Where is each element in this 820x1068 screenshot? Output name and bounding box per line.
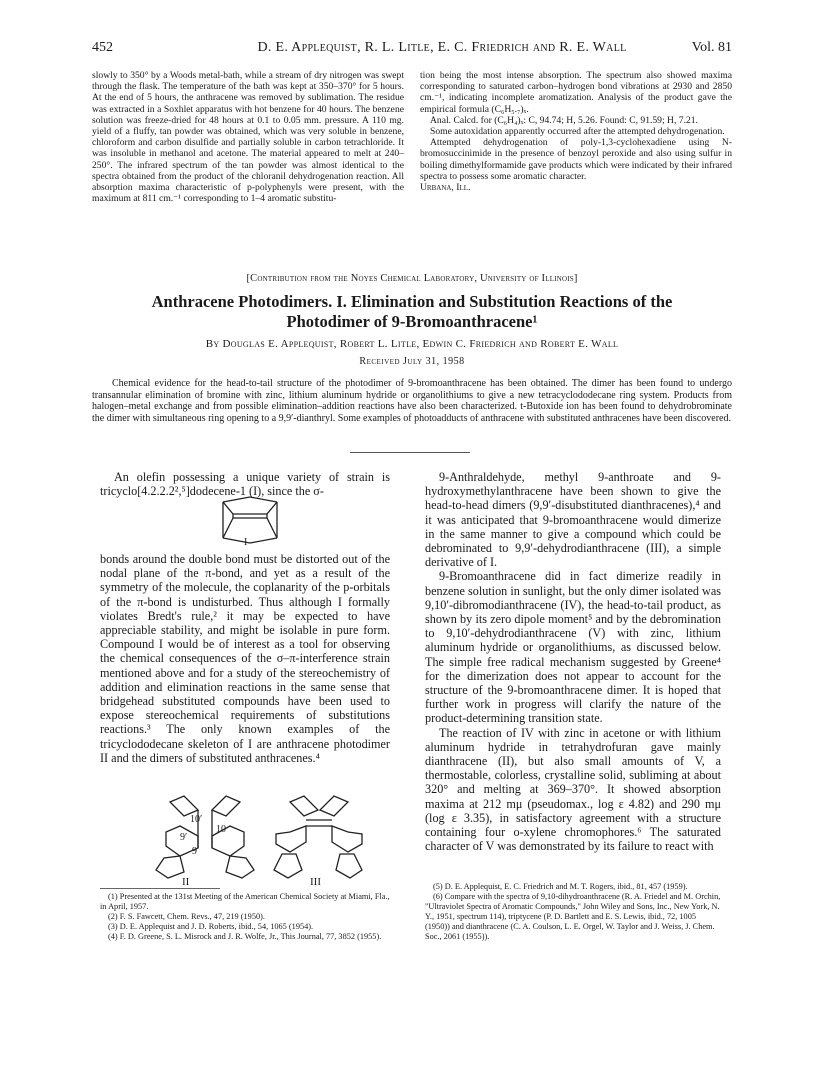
benzene-ring <box>274 854 302 878</box>
footnote: (3) D. E. Applequist and J. D. Roberts, ibid., 54, 1065 (1954). <box>108 922 314 931</box>
bond <box>223 538 277 543</box>
compound-label-II: II <box>182 876 190 888</box>
structure-II <box>156 796 254 878</box>
footnote: (1) Presented at the 131st Meeting of the American Chemical Society at Miami, Fla., in April, 1957. <box>100 892 390 911</box>
benzene-ring <box>226 856 254 878</box>
prev-article-text: Attempted dehydrogenation of poly-1,3-cyclohexadiene using N-bromosuccinimide in the presence of benzoyl peroxide and also using sulfur in boiling dimethylformamide gave products which were indicated by their infrared spectra to possess some aromatic character. <box>420 137 732 182</box>
footnotes-right <box>425 882 721 942</box>
atom-label: 10 <box>216 824 226 835</box>
benzene-ring <box>212 796 240 816</box>
footnote: (4) F. D. Greene, S. L. Misrock and J. R. Wolfe, Jr., This Journal, 77, 3852 (1955). <box>108 932 382 941</box>
volume-label: Vol. 81 <box>691 40 732 55</box>
atom-label: 10′ <box>190 814 203 825</box>
benzene-ring <box>290 796 318 816</box>
title-line: Anthracene Photodimers. I. Elimination and Substitution Reactions of the <box>151 292 673 311</box>
analysis-text: Anal. Calcd. for (C₆H₄)ₓ: C, 94.74; H, 5.26. Found: C, 91.59; H, 7.21. <box>430 114 698 126</box>
prev-article-left-column <box>92 70 404 204</box>
prev-article-right-column <box>420 70 732 193</box>
abstract-text: Chemical evidence for the head-to-tail structure of the photodimer of 9-bromoanthracene has been obtained. The dimer has been found to undergo transannular elimination of bromine with zinc, lithium aluminum hydride or organolithiums to give a new tetracyclododecane ring system. Products from halogen–metal exchange and from possible elimination–addition reactions have also been characterized. t-Butoxide ion has been found to dehydrobrominate the dimer with simultaneous ring opening to a 9,9′-dianthryl. Some examples of photoadducts of anthracene with substituted anthracenes have been discovered. <box>92 378 732 424</box>
body-paragraph: 9-Bromoanthracene did in fact dimerize readily in benzene solution in sunlight, but the only dimer isolated was 9,10′-dibromodianthracene (IV), the head-to-tail product, as shown by its zero dipole moment⁵ and by the debromination to 9,10′-dehydrodianthracene (V) with zinc, lithium aluminum hydride or organolithiums, as discussed below. The simple free radical mechanism suggested by Greene⁴ for the dimerization does not appear to account for the structure of the 9-bromoanthracene dimer. It is hoped that further work in progress will clarify the nature of the product-determining transition state. <box>425 569 721 726</box>
location-label: Urbana, Ill. <box>420 182 471 194</box>
page-number: 452 <box>92 40 113 55</box>
benzene-ring <box>320 796 348 816</box>
contribution-line: [Contribution from the Noyes Chemical Laboratory, University of Illinois] <box>246 273 578 284</box>
structures-II-III-diagram <box>140 792 380 884</box>
divider <box>350 452 470 453</box>
compound-label-III: III <box>310 876 321 888</box>
benzene-ring <box>276 826 306 852</box>
compound-label-I: I <box>244 537 248 548</box>
title-line: Photodimer of 9-Bromoanthracene¹ <box>286 312 538 331</box>
footnote-rule <box>100 888 220 889</box>
benzene-ring <box>156 856 184 878</box>
body-paragraph: bonds around the double bond must be distorted out of the nodal plane of the π-bond, and yet as a result of the symmetry of the molecule, the coplanarity of the p-orbitals of the π-bond is undisturbed. Thus although I formally violates Bredt's rule,² it may be expected to have appreciable stability, and might be isolable in pure form. Compound I would be of interest as a tool for observing the chemical consequences of the σ–π-interference strain mentioned above and for a study of the stereochemistry of addition and elimination reactions in the same sense that bridgehead substituted compounds have been used to expose stereochemical requirements of substitutions reactions.³ The only known examples of the tricyclododecane skeleton of I are anthracene photodimer II and the dimers of substituted anthracenes.⁴ <box>100 552 390 765</box>
body-paragraph: An olefin possessing a unique variety of strain is tricyclo[4.2.2.2²,⁵]dodecene-1 (I), since the σ- <box>100 470 390 499</box>
body-paragraph: 9-Anthraldehyde, methyl 9-anthroate and 9-hydroxymethylanthracene have been shown to give the head-to-head dimers (9,9′-disubstituted dianthracenes),⁴ and it was anticipated that 9-bromoanthracene would dimerize in the same manner to give a compound which could be debrominated to 9,9′-dehydrodianthracene (III), a simple derivative of I. <box>425 470 721 570</box>
structure-I-diagram <box>205 494 295 546</box>
received-date: Received July 31, 1958 <box>359 356 465 367</box>
body-left-main <box>100 552 390 765</box>
structure-III <box>274 796 362 878</box>
atom-label: 9 <box>192 846 197 857</box>
abstract <box>92 378 732 424</box>
article-title <box>92 292 732 332</box>
benzene-ring <box>336 854 362 878</box>
body-right <box>425 470 721 853</box>
atom-label: 9′ <box>180 832 188 843</box>
body-paragraph: The reaction of IV with zinc in acetone or with lithium aluminum hydride in tetrahydrofuran gave mainly dianthracene (II), but also small amounts of V, a thermostable, colorless, crystalline solid, subliming at about 320° and melting at 369–370°. It showed absorption maxima at 212 mμ (pseudomax., log ε 4.82) and 290 mμ (log ε 3.35), in satisfactory agreement with a structure containing four o-xylene chromophores.⁶ The saturated character of V was demonstrated by its failure to react with <box>425 725 721 854</box>
footnote: (2) F. S. Fawcett, Chem. Revs., 47, 219 (1950). <box>108 912 265 921</box>
byline: By Douglas E. Applequist, Robert L. Litle, Edwin C. Friedrich and Robert E. Wall <box>205 338 619 350</box>
footnote: (5) D. E. Applequist, E. C. Friedrich and M. T. Rogers, ibid., 81, 457 (1959). <box>433 882 688 891</box>
footnote: (6) Compare with the spectra of 9,10-dihydroanthracene (R. A. Friedel and M. Orchin, "Ultraviolet Spectra of Aromatic Compounds," John Wiley and Sons, Inc., New York, N. Y., 1951, spectrum 114), triptycene (P. D. Bartlett and E. S. Lewis, ibid., 72, 1005 (1950)) and dianthracene (C. A. Coulson, L. E. Orgel, W. Taylor and J. Weiss, J. Chem. Soc., 2061 (1955)). <box>425 892 721 941</box>
prev-article-text: Some autoxidation apparently occurred after the attempted dehydrogenation. <box>430 126 725 138</box>
bond <box>223 518 277 538</box>
footnotes-left <box>100 892 390 942</box>
prev-article-text: tion being the most intense absorption. The spectrum also showed maxima corresponding to saturated carbon–hydrogen bond vibrations at 2930 and 2850 cm.⁻¹, indicating incomplete aromatization. Analysis of the product gave the empirical formula (C₆H₅.₇)ₓ. <box>420 70 732 115</box>
benzene-ring <box>332 826 362 852</box>
bond <box>223 502 277 514</box>
benzene-ring <box>170 796 198 816</box>
prev-article-text: slowly to 350° by a Woods metal-bath, while a stream of dry nitrogen was swept through the flask. The temperature of the bath was kept at 350–370° for 5 hours. At the end of 5 hours, the anthracene was removed by sublimation. The residue was extracted in a Soxhlet apparatus with hot benzene for 40 hours. The benzene solution was freeze-dried for 48 hours at 0.1 to 0.05 mm. pressure. A 110 mg. yield of a fluffy, tan powder was obtained, which was very soluble in benzene, chloroform and carbon disulfide and partially soluble in carbon tetrachloride. It was insoluble in methanol and acetone. The material appeared to melt at 240–250°. The infrared spectrum of the tan powder was almost identical to the spectra obtained from the product of the chloranil dehydrogenation reaction. All absorption maxima characteristic of p-polyphenyls were present, with the maximum at 811 cm.⁻¹ corresponding to 1–4 aromatic substitu- <box>92 70 404 205</box>
bond <box>223 497 277 502</box>
running-authors: D. E. Applequist, R. L. Litle, E. C. Friedrich and R. E. Wall <box>257 40 627 55</box>
